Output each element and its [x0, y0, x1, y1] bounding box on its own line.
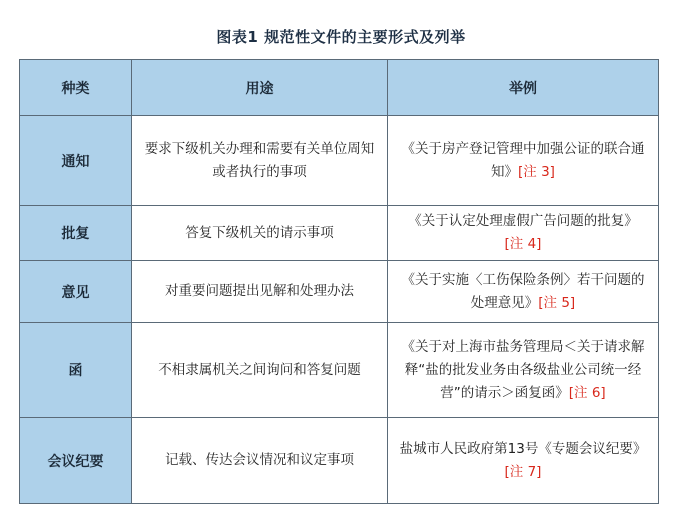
row-example: 《关于对上海市盐务管理局＜关于请求解释“盐的批发业务由各级盐业公司统一经营”的请示＞函复函》 — [401, 338, 645, 401]
row-example-cell — [388, 261, 659, 323]
row-kind: 通知 — [20, 116, 132, 206]
row-note: [注 7] — [504, 463, 542, 480]
row-use: 要求下级机关办理和需要有关单位周知或者执行的事项 — [132, 116, 388, 206]
row-note: [注 5] — [538, 294, 576, 311]
row-note: [注 4] — [504, 236, 542, 252]
row-note: [注 6] — [568, 384, 606, 401]
table-header-row — [20, 60, 659, 116]
table-row — [20, 206, 659, 261]
table-row — [20, 323, 659, 418]
header-use: 用途 — [132, 60, 388, 116]
table-row — [20, 116, 659, 206]
row-example-cell — [388, 206, 659, 261]
row-kind: 意见 — [20, 261, 132, 323]
row-example-cell — [388, 418, 659, 504]
header-kind: 种类 — [20, 60, 132, 116]
row-note: [注 3] — [518, 163, 555, 180]
row-use: 不相隶属机关之间询问和答复问题 — [132, 323, 388, 418]
table-row — [20, 261, 659, 323]
table-row — [20, 418, 659, 504]
row-kind: 函 — [20, 323, 132, 418]
row-kind: 会议纪要 — [20, 418, 132, 504]
row-example-cell — [388, 323, 659, 418]
row-use: 记载、传达会议情况和议定事项 — [132, 418, 388, 504]
row-kind: 批复 — [20, 206, 132, 261]
header-example: 举例 — [388, 60, 659, 116]
row-example-cell — [388, 116, 659, 206]
document-table — [19, 59, 659, 504]
row-example: 盐城市人民政府第13号《专题会议纪要》 — [399, 440, 647, 457]
row-example: 《关于实施〈工伤保险条例〉若干问题的处理意见》 — [401, 271, 645, 311]
row-use: 答复下级机关的请示事项 — [132, 206, 388, 261]
row-example: 《关于房产登记管理中加强公证的联合通知》 — [401, 140, 645, 180]
row-example: 《关于认定处理虚假广告问题的批复》 — [408, 213, 638, 229]
table-title: 图表1 规范性文件的主要形式及列举 — [216, 28, 466, 46]
row-use: 对重要问题提出见解和处理办法 — [132, 261, 388, 323]
